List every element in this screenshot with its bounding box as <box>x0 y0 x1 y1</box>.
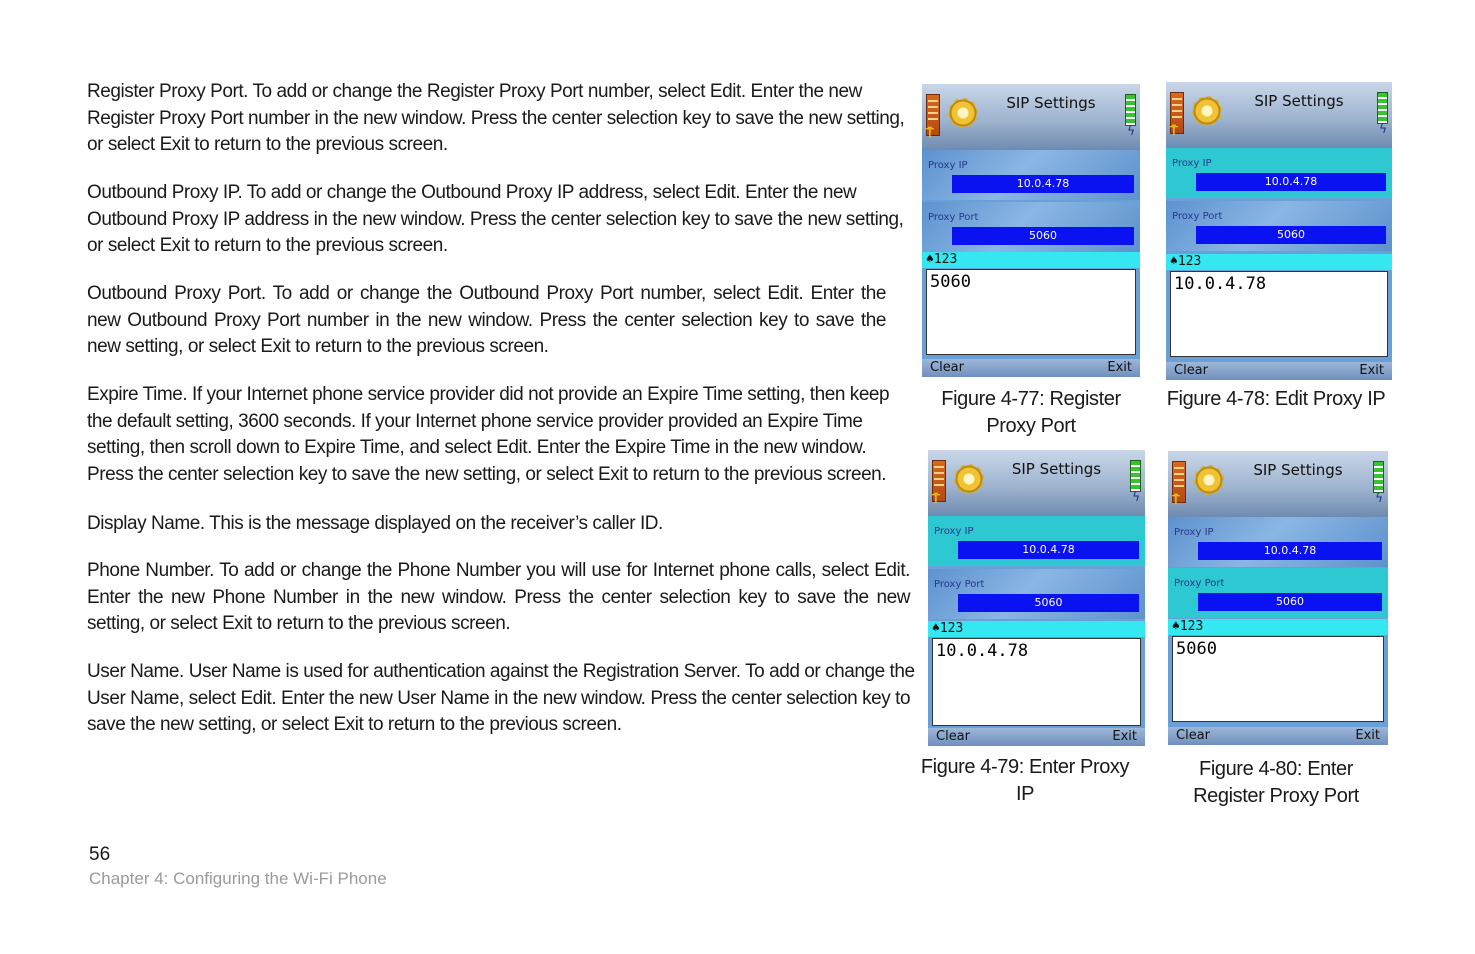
edit-input[interactable]: 5060 <box>926 269 1136 355</box>
screen-title: SIP Settings <box>1253 461 1343 479</box>
clear-softkey[interactable]: Clear <box>1176 728 1210 743</box>
screen-title: SIP Settings <box>1011 460 1102 478</box>
proxy-ip-field[interactable] <box>1168 517 1388 567</box>
gear-icon <box>954 464 984 494</box>
figure-caption-4-78: Figure 4-78: Edit Proxy IP <box>1166 388 1386 410</box>
paragraph-text: . If your Internet phone service provider did not provide an Expire Time setting, then keep the default setting, 3600 seconds. If your Internet phone service provider provided an Expire Time setting, then scroll down to Expire Time, and select Edit. Enter the Expire Time in the new window. Press the center selection key to save the new setting, or select Exit to return to the previous screen. <box>87 384 890 485</box>
clear-softkey[interactable]: Clear <box>936 729 970 744</box>
term-outbound-proxy-port: Outbound Proxy Port <box>87 283 261 304</box>
screen-header <box>1166 82 1392 148</box>
proxy-ip-value: 10.0.4.78 <box>1196 173 1386 191</box>
signal-strength-icon <box>1377 92 1388 124</box>
gear-icon <box>1192 96 1222 126</box>
page-number: 56 <box>89 844 111 865</box>
proxy-ip-field[interactable] <box>928 516 1145 566</box>
antenna-icon: ⍑ <box>1170 124 1178 139</box>
lightning-icon: ϟ <box>1127 124 1135 138</box>
paragraph-outbound-proxy-port <box>87 281 886 361</box>
paragraph-register-proxy-port <box>87 79 910 159</box>
input-mode-indicator: ♠123 <box>1166 254 1392 270</box>
proxy-port-field[interactable] <box>928 569 1145 619</box>
proxy-port-label: Proxy Port <box>1172 211 1223 222</box>
proxy-port-field[interactable] <box>1166 201 1392 251</box>
term-expire-time: Expire Time <box>87 384 183 405</box>
proxy-port-label: Proxy Port <box>934 579 985 590</box>
proxy-ip-value: 10.0.4.78 <box>952 175 1134 193</box>
edit-input[interactable]: 10.0.4.78 <box>932 638 1141 726</box>
proxy-ip-label: Proxy IP <box>928 160 968 171</box>
screen-title: SIP Settings <box>1254 92 1344 110</box>
proxy-port-value: 5060 <box>1196 226 1386 244</box>
paragraph-text: . User Name is used for authentication against the Registration Server. To add or change the User Name, select Edit. Enter the new User Name in the new window. Press the center selection key to save the new setting, or select Exit to return to the previous screen. <box>87 661 915 736</box>
proxy-port-value: 5060 <box>1198 593 1382 611</box>
proxy-ip-label: Proxy IP <box>934 526 974 537</box>
signal-strength-icon <box>1130 460 1141 492</box>
phone-screen-figure-4-80 <box>1168 451 1388 745</box>
proxy-ip-field[interactable] <box>922 150 1140 200</box>
signal-strength-icon <box>1125 94 1136 126</box>
paragraph-display-name <box>87 511 910 538</box>
paragraph-text: . To add or change the Register Proxy Port number, select Edit. Enter the new Register Proxy Port number in the new window. Press the center selection key to save the new setting, or select Exit to return to the previous screen. <box>87 81 905 156</box>
paragraph-text: . To add or change the Phone Number you will use for Internet phone calls, select Edit. Enter the new Phone Number in the new window. Press the center selection key to save the new setting, or select Exit to return to the previous screen. <box>87 560 910 635</box>
gear-icon <box>948 98 978 128</box>
lightning-icon: ϟ <box>1379 122 1387 136</box>
input-mode-indicator: ♠123 <box>928 621 1145 637</box>
proxy-ip-label: Proxy IP <box>1172 158 1212 169</box>
term-user-name: User Name <box>87 661 180 682</box>
term-outbound-proxy-ip: Outbound Proxy IP <box>87 182 238 203</box>
term-register-proxy-port: Register Proxy Port <box>87 81 244 102</box>
signal-strength-icon <box>1373 461 1384 493</box>
screen-header <box>928 450 1145 516</box>
term-phone-number: Phone Number <box>87 560 210 581</box>
paragraph-text: . To add or change the Outbound Proxy IP address, select Edit. Enter the new Outbound Proxy IP address in the new window. Press the center selection key to save the new setting, or select Exit to return to the previous screen. <box>87 182 904 257</box>
antenna-icon: ⍑ <box>1172 493 1180 508</box>
proxy-ip-field[interactable] <box>1166 148 1392 198</box>
proxy-port-value: 5060 <box>958 594 1139 612</box>
edit-input[interactable]: 5060 <box>1172 636 1384 722</box>
exit-softkey[interactable]: Exit <box>1112 729 1137 744</box>
paragraph-text: . To add or change the Outbound Proxy Port number, select Edit. Enter the new Outbound Proxy Port number in the new window. Press the center selection key to save the new setting, or select Exit to return to the previous screen. <box>87 283 886 358</box>
screen-header <box>1168 451 1388 517</box>
paragraph-text: . This is the message displayed on the receiver’s caller ID. <box>199 513 663 534</box>
screen-header <box>922 84 1140 150</box>
gear-icon <box>1194 465 1224 495</box>
proxy-ip-value: 10.0.4.78 <box>1198 542 1382 560</box>
edit-input[interactable]: 10.0.4.78 <box>1170 271 1388 357</box>
paragraph-outbound-proxy-ip <box>87 180 910 260</box>
proxy-port-label: Proxy Port <box>1174 578 1225 589</box>
phone-screen-figure-4-79 <box>928 450 1145 746</box>
exit-softkey[interactable]: Exit <box>1355 728 1380 743</box>
input-mode-indicator: ♠123 <box>922 252 1140 268</box>
chapter-footer: Chapter 4: Configuring the Wi-Fi Phone <box>89 869 387 888</box>
antenna-icon: ⍑ <box>926 126 934 141</box>
proxy-port-field[interactable] <box>1168 568 1388 618</box>
paragraph-user-name <box>87 659 921 739</box>
exit-softkey[interactable]: Exit <box>1359 363 1384 378</box>
lightning-icon: ϟ <box>1132 490 1140 504</box>
softkey-bar <box>1168 727 1388 745</box>
lightning-icon: ϟ <box>1375 491 1383 505</box>
paragraph-phone-number <box>87 558 910 638</box>
proxy-ip-value: 10.0.4.78 <box>958 541 1139 559</box>
proxy-port-label: Proxy Port <box>928 212 979 223</box>
antenna-icon: ⍑ <box>932 492 940 507</box>
proxy-port-value: 5060 <box>952 227 1134 245</box>
figure-caption-4-77: Figure 4-77: Register Proxy Port <box>941 388 1121 437</box>
softkey-bar <box>922 359 1140 377</box>
proxy-ip-label: Proxy IP <box>1174 527 1214 538</box>
clear-softkey[interactable]: Clear <box>1174 363 1208 378</box>
figure-caption-4-80: Figure 4-80: Enter Register Proxy Port <box>1193 758 1359 807</box>
term-display-name: Display Name <box>87 513 200 534</box>
proxy-port-field[interactable] <box>922 202 1140 252</box>
input-mode-indicator: ♠123 <box>1168 619 1388 635</box>
figure-caption-4-79: Figure 4-79: Enter Proxy IP <box>920 756 1130 805</box>
paragraph-expire-time <box>87 382 910 488</box>
clear-softkey[interactable]: Clear <box>930 360 964 375</box>
phone-screen-figure-4-77 <box>922 84 1140 377</box>
softkey-bar <box>1166 362 1392 380</box>
phone-screen-figure-4-78 <box>1166 82 1392 380</box>
exit-softkey[interactable]: Exit <box>1107 360 1132 375</box>
softkey-bar <box>928 728 1145 746</box>
screen-title: SIP Settings <box>1006 94 1096 112</box>
